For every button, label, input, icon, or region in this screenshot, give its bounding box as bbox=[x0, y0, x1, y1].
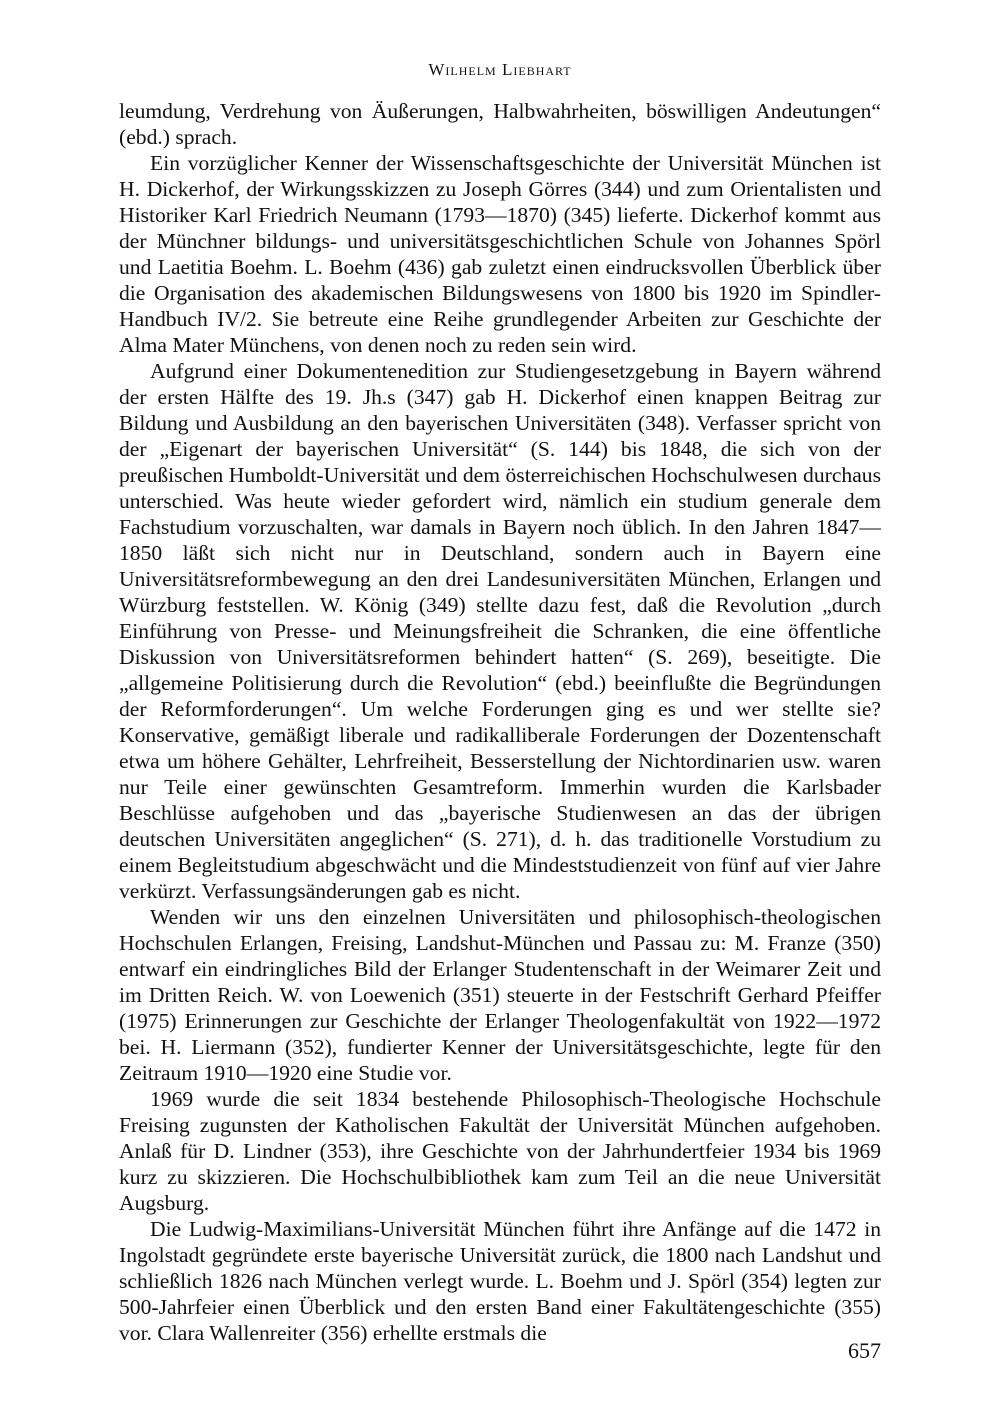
paragraph: Aufgrund einer Dokumentenedition zur Studiengesetzgebung in Bayern während der ersten Hälfte des 19. Jh.s (347) gab H. Dickerhof einen knappen Beitrag zur Bildung und Ausbildung an den bayerischen Universitäten (348). Verfasser spricht von der „Eigenart der bayerischen Universität“ (S. 144) bis 1848, die sich von der preußischen Humboldt-Universität und dem österreichischen Hochschulwesen durchaus unterschied. Was heute wieder gefordert wird, nämlich ein studium generale dem Fachstudium vorzuschalten, war damals in Bayern noch üblich. In den Jahren 1847—1850 läßt sich nicht nur in Deutschland, sondern auch in Bayern eine Universitätsreformbewegung an den drei Landesuniversitäten München, Erlangen und Würzburg feststellen. W. König (349) stellte dazu fest, daß die Revolution „durch Einführung von Presse- und Meinungsfreiheit die Schranken, die eine öffentliche Diskussion von Universitätsreformen behindert hatten“ (S. 269), beseitigte. Die „allgemeine Politisierung durch die Revolution“ (ebd.) beeinflußte die Begründungen der Reformforderungen“. Um welche Forderungen ging es und wer stellte sie? Konservative, gemäßigt liberale und radikalliberale Forderungen der Dozentenschaft etwa um höhere Gehälter, Lehrfreiheit, Besserstellung der Nichtordinarien usw. waren nur Teile einer gewünschten Gesamtreform. Immerhin wurden die Karlsbader Beschlüsse aufgehoben und das „bayerische Studienwesen an das der übrigen deutschen Universitäten angeglichen“ (S. 271), d. h. das traditionelle Vorstudium zu einem Begleitstudium abgeschwächt und die Mindeststudienzeit von fünf auf vier Jahre verkürzt. Verfassungsänderungen gab es nicht. bbox=[119, 359, 881, 903]
running-head: Wilhelm Liebhart bbox=[428, 60, 572, 79]
paragraph: Wenden wir uns den einzelnen Universitäten und philosophisch-theologischen Hochschulen Erlangen, Freising, Landshut-München und Passau zu: M. Franze (350) entwarf ein eindringliches Bild der Erlanger Studentenschaft in der Weimarer Zeit und im Dritten Reich. W. von Loewenich (351) steuerte in der Festschrift Gerhard Pfeiffer (1975) Erinnerungen zur Geschichte der Erlanger Theologenfakultät von 1922—1972 bei. H. Liermann (352), fundierter Kenner der Universitätsgeschichte, legte für den Zeitraum 1910—1920 eine Studie vor. bbox=[119, 905, 881, 1085]
page-number: 657 bbox=[848, 1338, 881, 1363]
body-text bbox=[119, 98, 881, 1346]
paragraph-continued: leumdung, Verdrehung von Äußerungen, Halbwahrheiten, böswilligen Andeutungen“ (ebd.) sprach. bbox=[119, 99, 881, 149]
paragraph: Die Ludwig-Maximilians-Universität München führt ihre Anfänge auf die 1472 in Ingolstadt gegründete erste bayerische Universität zurück, die 1800 nach Landshut und schließlich 1826 nach München verlegt wurde. L. Boehm und J. Spörl (354) legten zur 500-Jahrfeier einen Überblick und den ersten Band einer Fakultätengeschichte (355) vor. Clara Wallenreiter (356) erhellte erstmals die bbox=[119, 1217, 881, 1345]
paragraph: 1969 wurde die seit 1834 bestehende Philosophisch-Theologische Hochschule Freising zugunsten der Katholischen Fakultät der Universität München aufgehoben. Anlaß für D. Lindner (353), ihre Geschichte von der Jahrhundertfeier 1934 bis 1969 kurz zu skizzieren. Die Hochschulbibliothek kam zum Teil an die neue Universität Augsburg. bbox=[119, 1087, 881, 1215]
paragraph: Ein vorzüglicher Kenner der Wissenschaftsgeschichte der Universität München ist H. Dickerhof, der Wirkungsskizzen zu Joseph Görres (344) und zum Orientalisten und Historiker Karl Friedrich Neumann (1793—1870) (345) lieferte. Dickerhof kommt aus der Münchner bildungs- und universitätsgeschichtlichen Schule von Johannes Spörl und Laetitia Boehm. L. Boehm (436) gab zuletzt einen eindrucksvollen Überblick über die Organisation des akademischen Bildungswesens von 1800 bis 1920 im Spindler-Handbuch IV/2. Sie betreute eine Reihe grundlegender Arbeiten zur Geschichte der Alma Mater Münchens, von denen noch zu reden sein wird. bbox=[119, 151, 881, 357]
